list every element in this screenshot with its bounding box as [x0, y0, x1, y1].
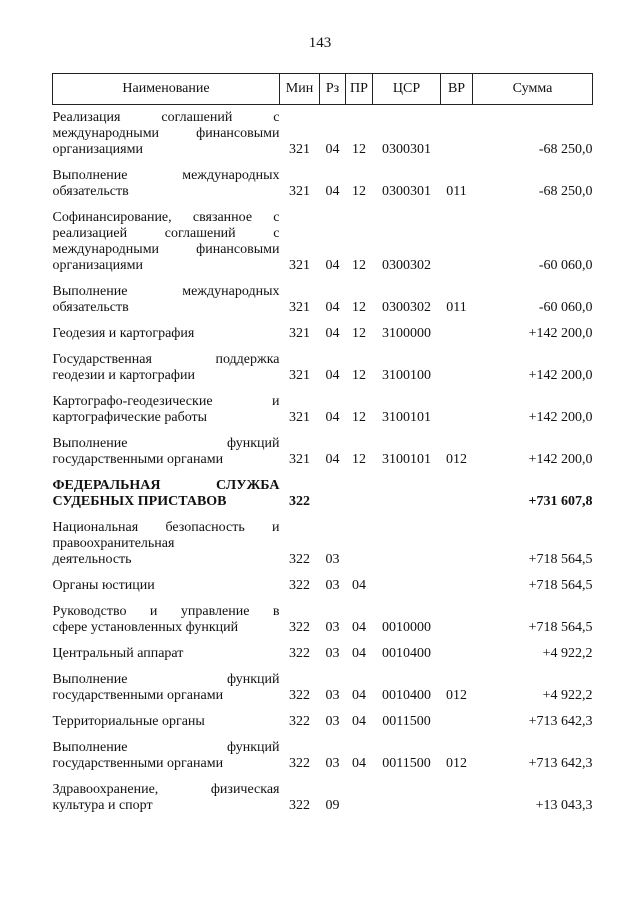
row-name-line: реализацией соглашений с: [52, 226, 280, 241]
table-body: [53, 105, 593, 820]
row-name: [53, 279, 280, 321]
page-number: 143: [308, 35, 332, 51]
row-min: 322: [289, 578, 310, 593]
table-row: [53, 735, 593, 777]
row-pr: 12: [352, 410, 366, 425]
row-name-line: Органы юстиции: [52, 578, 155, 593]
row-pr: 04: [352, 646, 366, 661]
table-row: [53, 279, 593, 321]
header-rz: Рз: [320, 74, 346, 105]
row-name-line: Геодезия и картография: [52, 326, 195, 341]
table-row: [53, 667, 593, 709]
row-csr: 0010400: [382, 646, 431, 661]
table-row: [53, 709, 593, 735]
row-name: [53, 163, 280, 205]
row-vr: [441, 599, 473, 641]
row-name-line: Выполнение функций: [52, 672, 280, 687]
row-csr: 0010400: [382, 688, 431, 703]
row-rz: [320, 473, 346, 515]
row-rz: 04: [325, 410, 340, 425]
row-csr: 3100101: [382, 452, 431, 467]
row-name: [53, 735, 280, 777]
row-pr: 12: [352, 452, 366, 467]
row-rz: 04: [325, 452, 340, 467]
row-csr: [373, 473, 441, 515]
row-rz: 04: [325, 326, 340, 341]
row-csr: [373, 515, 441, 573]
row-name: [53, 573, 280, 599]
row-name-line: сфере установленных функций: [52, 620, 239, 635]
row-rz: 04: [325, 184, 340, 199]
row-sum: +718 564,5: [528, 552, 593, 567]
row-vr: 012: [446, 756, 467, 771]
row-name-line: государственными органами: [52, 756, 224, 771]
row-vr: [441, 777, 473, 819]
row-pr: 04: [352, 578, 366, 593]
row-vr: 011: [446, 184, 467, 199]
row-name-line: международными финансовыми: [52, 242, 280, 257]
row-csr: 0011500: [382, 756, 431, 771]
table-row: [53, 515, 593, 573]
row-name: [53, 667, 280, 709]
row-name: [53, 709, 280, 735]
row-vr: [441, 515, 473, 573]
row-rz: 03: [325, 688, 340, 703]
row-csr: 3100000: [382, 326, 431, 341]
row-min: 322: [289, 714, 310, 729]
header-pr: ПР: [346, 74, 373, 105]
row-rz: 04: [325, 142, 340, 157]
row-vr: 011: [446, 300, 467, 315]
table-row: [53, 431, 593, 473]
header-sum: Сумма: [473, 74, 593, 105]
row-sum: +713 642,3: [528, 756, 593, 771]
row-name-line: Центральный аппарат: [52, 646, 184, 661]
row-pr: 12: [352, 142, 366, 157]
row-name-line: Национальная безопасность и: [52, 520, 280, 535]
row-sum: +142 200,0: [528, 410, 593, 425]
row-vr: [441, 321, 473, 347]
row-name-line: Здравоохранение, физическая: [52, 782, 280, 797]
row-name: [53, 389, 280, 431]
row-sum: +142 200,0: [528, 452, 593, 467]
row-name: [53, 599, 280, 641]
row-name: [53, 641, 280, 667]
row-name: [53, 431, 280, 473]
row-name-line: Выполнение функций: [52, 740, 280, 755]
row-sum: +4 922,2: [542, 646, 593, 661]
row-name-line: Руководство и управление в: [52, 604, 280, 619]
row-sum: +13 043,3: [535, 798, 593, 813]
row-vr: [441, 389, 473, 431]
table-row: [53, 641, 593, 667]
row-vr: [441, 573, 473, 599]
table-row: [53, 599, 593, 641]
row-csr: 0300301: [382, 184, 431, 199]
row-pr: 04: [352, 714, 366, 729]
row-min: 321: [289, 326, 310, 341]
row-min: 321: [289, 368, 310, 383]
row-min: 322: [289, 756, 310, 771]
table-header-row: [53, 74, 593, 105]
row-name-line: СУДЕБНЫХ ПРИСТАВОВ: [52, 494, 227, 509]
table-row: [53, 347, 593, 389]
row-name-line: обязательств: [52, 184, 129, 199]
row-name-line: Реализация соглашений с: [52, 110, 280, 125]
row-csr: 0010000: [382, 620, 431, 635]
row-vr: [441, 105, 473, 164]
row-rz: 03: [325, 620, 340, 635]
row-sum: +142 200,0: [528, 368, 593, 383]
row-name-line: культура и спорт: [52, 798, 153, 813]
header-name: Наименование: [53, 74, 280, 105]
row-name-line: обязательств: [52, 300, 129, 315]
row-pr: 04: [352, 620, 366, 635]
row-min: 321: [289, 410, 310, 425]
row-name: [53, 777, 280, 819]
row-sum: -68 250,0: [538, 142, 593, 157]
row-name-line: Выполнение международных: [52, 168, 280, 183]
row-pr: 12: [352, 368, 366, 383]
table-row: [53, 389, 593, 431]
row-rz: 03: [325, 714, 340, 729]
row-rz: 03: [325, 756, 340, 771]
table-row: [53, 321, 593, 347]
row-min: 322: [289, 688, 310, 703]
row-name: [53, 473, 280, 515]
header-csr: ЦСР: [373, 74, 441, 105]
row-min: 322: [289, 494, 310, 509]
row-name-line: деятельность: [52, 552, 132, 567]
row-name-line: Территориальные органы: [52, 714, 205, 729]
row-sum: -60 060,0: [538, 300, 593, 315]
row-min: 322: [289, 620, 310, 635]
row-pr: [346, 777, 373, 819]
row-min: 322: [289, 646, 310, 661]
row-rz: 04: [325, 300, 340, 315]
header-vr: ВР: [441, 74, 473, 105]
row-csr: 0300302: [382, 258, 431, 273]
row-vr: 012: [446, 688, 467, 703]
row-min: 322: [289, 552, 310, 567]
row-pr: 12: [352, 258, 366, 273]
budget-table: [52, 73, 593, 819]
row-sum: +4 922,2: [542, 688, 593, 703]
row-name: [53, 515, 280, 573]
table-row: [53, 777, 593, 819]
row-name-line: геодезии и картографии: [52, 368, 195, 383]
row-sum: -60 060,0: [538, 258, 593, 273]
row-name-line: Картографо-геодезические и: [52, 394, 280, 409]
row-min: 321: [289, 300, 310, 315]
header-min: Мин: [280, 74, 320, 105]
row-vr: 012: [446, 452, 467, 467]
row-min: 321: [289, 452, 310, 467]
row-name: [53, 205, 280, 279]
row-name-line: организациями: [52, 142, 143, 157]
row-csr: 0300302: [382, 300, 431, 315]
row-pr: 12: [352, 184, 366, 199]
row-rz: 09: [325, 798, 340, 813]
table-row: [53, 105, 593, 164]
row-pr: [346, 473, 373, 515]
row-name-line: Государственная поддержка: [52, 352, 280, 367]
row-rz: 03: [325, 646, 340, 661]
row-sum: +713 642,3: [528, 714, 593, 729]
row-pr: 12: [352, 326, 366, 341]
row-sum: +142 200,0: [528, 326, 593, 341]
row-name-line: картографические работы: [52, 410, 208, 425]
row-pr: 04: [352, 688, 366, 703]
row-csr: 0300301: [382, 142, 431, 157]
row-min: 322: [289, 798, 310, 813]
row-name-line: Выполнение функций: [52, 436, 280, 451]
row-csr: 3100100: [382, 368, 431, 383]
table-row: [53, 205, 593, 279]
row-name-line: ФЕДЕРАЛЬНАЯ СЛУЖБА: [52, 478, 280, 493]
row-rz: 03: [325, 552, 340, 567]
row-name-line: правоохранительная: [52, 536, 175, 551]
row-sum: +718 564,5: [528, 620, 593, 635]
row-name-line: государственными органами: [52, 688, 224, 703]
table-row: [53, 573, 593, 599]
row-vr: [441, 641, 473, 667]
row-pr: [346, 515, 373, 573]
row-rz: 04: [325, 368, 340, 383]
row-vr: [441, 347, 473, 389]
row-name-line: международными финансовыми: [52, 126, 280, 141]
row-vr: [441, 205, 473, 279]
row-name-line: Выполнение международных: [52, 284, 280, 299]
row-sum: -68 250,0: [538, 184, 593, 199]
row-min: 321: [289, 142, 310, 157]
row-min: 321: [289, 258, 310, 273]
row-csr: [373, 777, 441, 819]
row-csr: 3100101: [382, 410, 431, 425]
table-row: [53, 473, 593, 515]
row-name-line: государственными органами: [52, 452, 224, 467]
table-row: [53, 163, 593, 205]
row-name: [53, 347, 280, 389]
row-min: 321: [289, 184, 310, 199]
row-rz: 03: [325, 578, 340, 593]
row-name: [53, 321, 280, 347]
row-name-line: организациями: [52, 258, 143, 273]
row-pr: 12: [352, 300, 366, 315]
row-vr: [441, 709, 473, 735]
row-rz: 04: [325, 258, 340, 273]
row-csr: 0011500: [382, 714, 431, 729]
row-sum: +731 607,8: [528, 494, 593, 509]
row-name: [53, 105, 280, 164]
row-sum: +718 564,5: [528, 578, 593, 593]
row-csr: [373, 573, 441, 599]
row-vr: [441, 473, 473, 515]
row-pr: 04: [352, 756, 366, 771]
row-name-line: Софинансирование, связанное с: [52, 210, 280, 225]
